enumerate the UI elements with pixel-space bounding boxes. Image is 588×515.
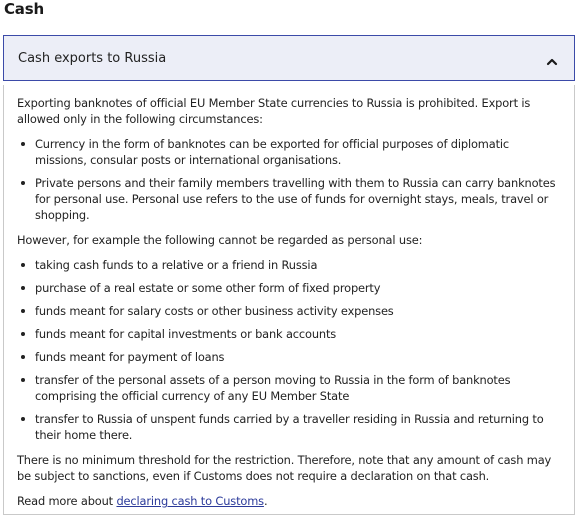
however-paragraph: However, for example the following cannot be regarded as personal use: bbox=[17, 233, 423, 247]
list-item: purchase of a real estate or some other form of fixed property bbox=[33, 280, 562, 296]
accordion-header-cash-exports[interactable] bbox=[3, 35, 575, 81]
list-item: Currency in the form of banknotes can be exported for official purposes of diplomatic missions, consular posts or international organisations. bbox=[33, 136, 562, 168]
list-item: Private persons and their family members travelling with them to Russia can carry banknotes for personal use. Personal use refers to the use of funds for overnight stays, meals, travel or shopping. bbox=[33, 175, 562, 223]
accordion-title: Cash exports to Russia bbox=[18, 51, 167, 66]
intro-paragraph: Exporting banknotes of official EU Member State currencies to Russia is prohibited. Export is allowed only in the following circumstances: bbox=[17, 96, 531, 126]
list-item: transfer of the personal assets of a person moving to Russia in the form of banknotes comprising the official currency of any EU Member State bbox=[33, 372, 562, 404]
read-more-paragraph bbox=[17, 493, 562, 509]
allowed-list bbox=[17, 136, 562, 223]
accordion-panel bbox=[3, 85, 575, 515]
declaring-cash-link[interactable]: declaring cash to Customs bbox=[116, 494, 264, 508]
list-item: funds meant for payment of loans bbox=[33, 349, 562, 365]
list-item: transfer to Russia of unspent funds carried by a traveller residing in Russia and returning to their home there. bbox=[33, 411, 562, 443]
read-more-prefix: Read more about bbox=[17, 494, 117, 508]
list-item: funds meant for salary costs or other business activity expenses bbox=[33, 303, 562, 319]
section-title: Cash bbox=[4, 0, 44, 18]
chevron-up-icon[interactable] bbox=[546, 53, 558, 65]
read-more-suffix: . bbox=[263, 494, 268, 508]
threshold-paragraph: There is no minimum threshold for the restriction. Therefore, note that any amount of cash may be subject to sanctions, even if Customs does not require a declaration on that cash. bbox=[17, 453, 552, 483]
list-item: funds meant for capital investments or bank accounts bbox=[33, 326, 562, 342]
list-item: taking cash funds to a relative or a friend in Russia bbox=[33, 257, 562, 273]
not-personal-use-list bbox=[17, 257, 562, 443]
